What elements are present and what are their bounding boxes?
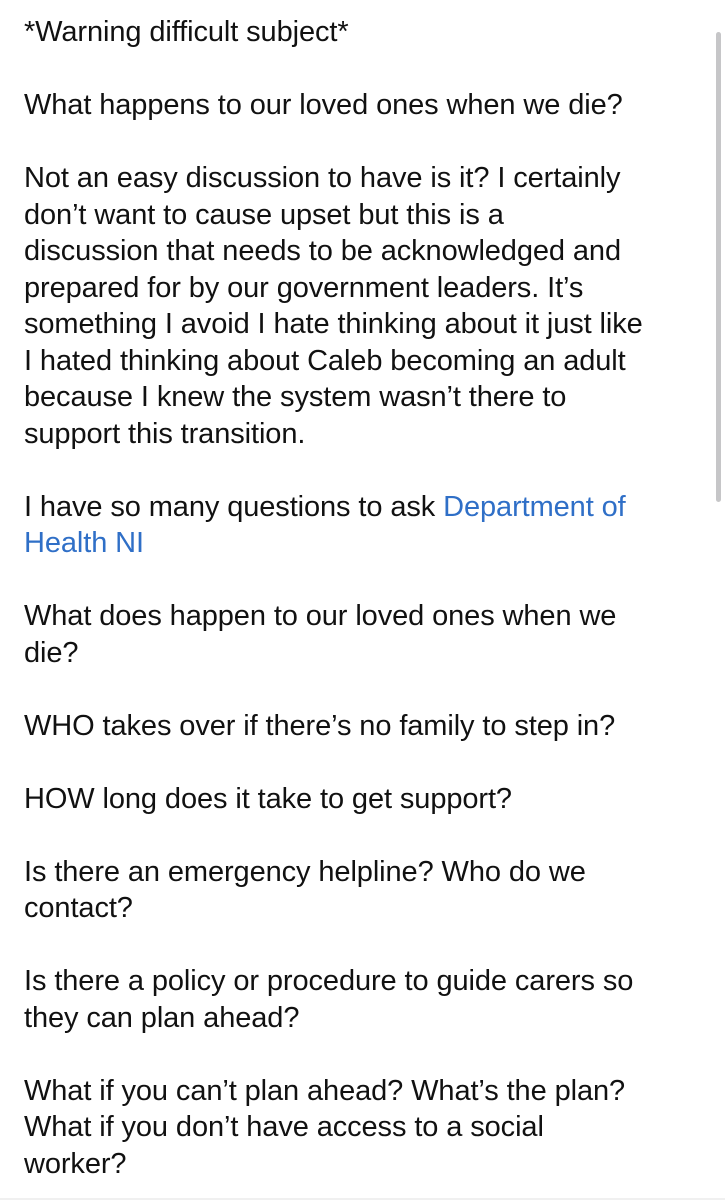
question-2: WHO takes over if there’s no family to step in? [24,709,616,742]
question-6: What if you can’t plan ahead? What’s the plan? What if you don’t have access to a social worker? [24,1074,626,1180]
questions-lead-text: I have so many questions to ask [24,490,444,523]
question-4: Is there an emergency helpline? Who do we contact? [24,855,586,924]
main-question: What happens to our loved ones when we die? [24,89,623,121]
question-1: What does happen to our loved ones when we die? [24,600,617,669]
intro-paragraph: Not an easy discussion to have is it? I certainly don’t want to cause upset but this is a discussion that needs to be acknowledged and prepared for by our government leaders. It’s something I avoid I hate thinking about it just like I hated thinking about Caleb becoming an adult because I knew the system wasn’t there to support this transition. [24,162,643,450]
question-5: Is there a policy or procedure to guide carers so they can plan ahead? [24,965,634,1034]
questions-lead-paragraph [24,489,704,562]
post-text [24,14,704,1182]
mention-line-1: Department of [443,490,626,523]
scrollbar-thumb[interactable] [716,32,721,502]
mention-line-2: Health NI [24,527,144,559]
warning-line: *Warning difficult subject* [24,16,349,48]
question-3: HOW long does it take to get support? [24,782,512,815]
